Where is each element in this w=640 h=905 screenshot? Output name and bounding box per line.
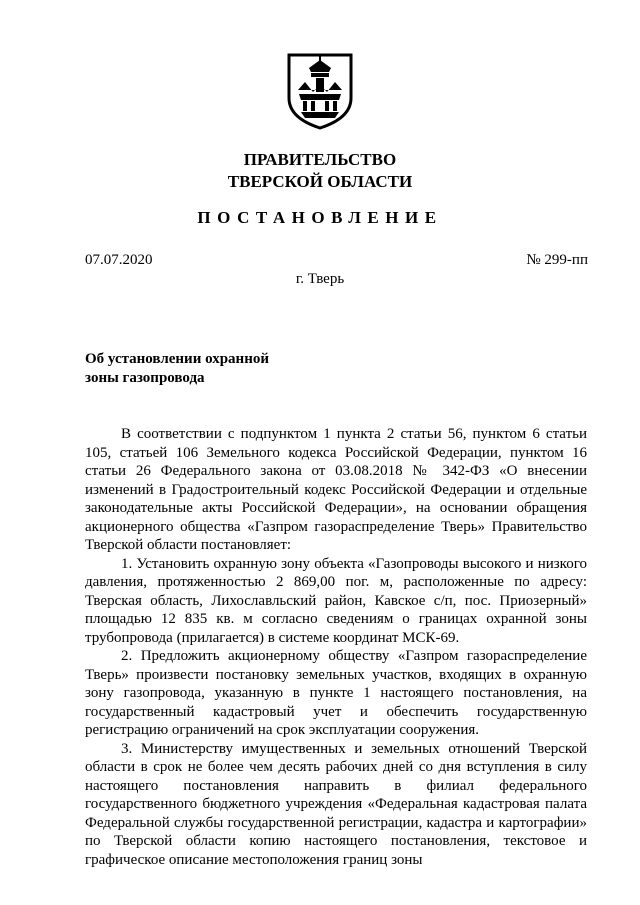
document-body bbox=[85, 425, 587, 869]
subject-line: зоны газопровода bbox=[85, 370, 205, 386]
body-paragraph: 3. Министерству имущественных и земельных отношений Тверской области в срок не более чем десять рабочих дней со дня вступления в силу настоящего постановления направить в филиал федерального государственного бюджетного учреждения «Федеральная кадастровая палата Федеральной службы государственной регистрации, кадастра и картографии» по Тверской области копию настоящего постановления, текстовое и графическое описание местоположения границ зоны bbox=[85, 740, 587, 868]
government-title-line1: ПРАВИТЕЛЬСТВО bbox=[243, 150, 397, 169]
document-subject bbox=[85, 350, 269, 388]
tver-coat-of-arms-icon bbox=[285, 52, 355, 130]
body-paragraph: 1. Установить охранную зону объекта «Газопроводы высокого и низкого давления, протяженностью 2 869,00 пог. м, расположенные по адресу: Тверская область, Лихославльский район, Кавское с/п, пос. Приозерный» площадью 12 835 кв. м согласно сведениям о границах охранной зоны трубопровода (прилагается) в системе координат МСК-69. bbox=[85, 555, 587, 646]
government-title-line2: ТВЕРСКОЙ ОБЛАСТИ bbox=[227, 172, 413, 191]
document-date: 07.07.2020 bbox=[85, 252, 153, 268]
document-number: № 299-пп bbox=[526, 252, 588, 268]
document-type-title: ПОСТАНОВЛЕНИЕ bbox=[197, 208, 443, 227]
document-city: г. Тверь bbox=[295, 271, 345, 287]
body-paragraph: В соответствии с подпунктом 1 пункта 2 статьи 56, пунктом 6 статьи 105, статьей 106 Земельного кодекса Российской Федерации, пунктом 16 статьи 26 Федерального закона от 03.08.2018 № 342-ФЗ «О внесении изменений в Градостроительный кодекс Российской Федерации и отдельные законодательные акты Российской Федерации», на основании обращения акционерного общества «Газпром газораспределение Тверь» Правительство Тверской области постановляет: bbox=[85, 426, 587, 553]
subject-line: Об установлении охранной bbox=[85, 351, 269, 367]
body-paragraph: 2. Предложить акционерному обществу «Газпром газораспределение Тверь» произвести постановку земельных участков, входящих в охранную зону газопровода, указанную в пункте 1 настоящего постановления, на государственный кадастровый учет и обеспечить государственную регистрацию ограничений на срок эксплуатации сооружения. bbox=[85, 648, 587, 738]
